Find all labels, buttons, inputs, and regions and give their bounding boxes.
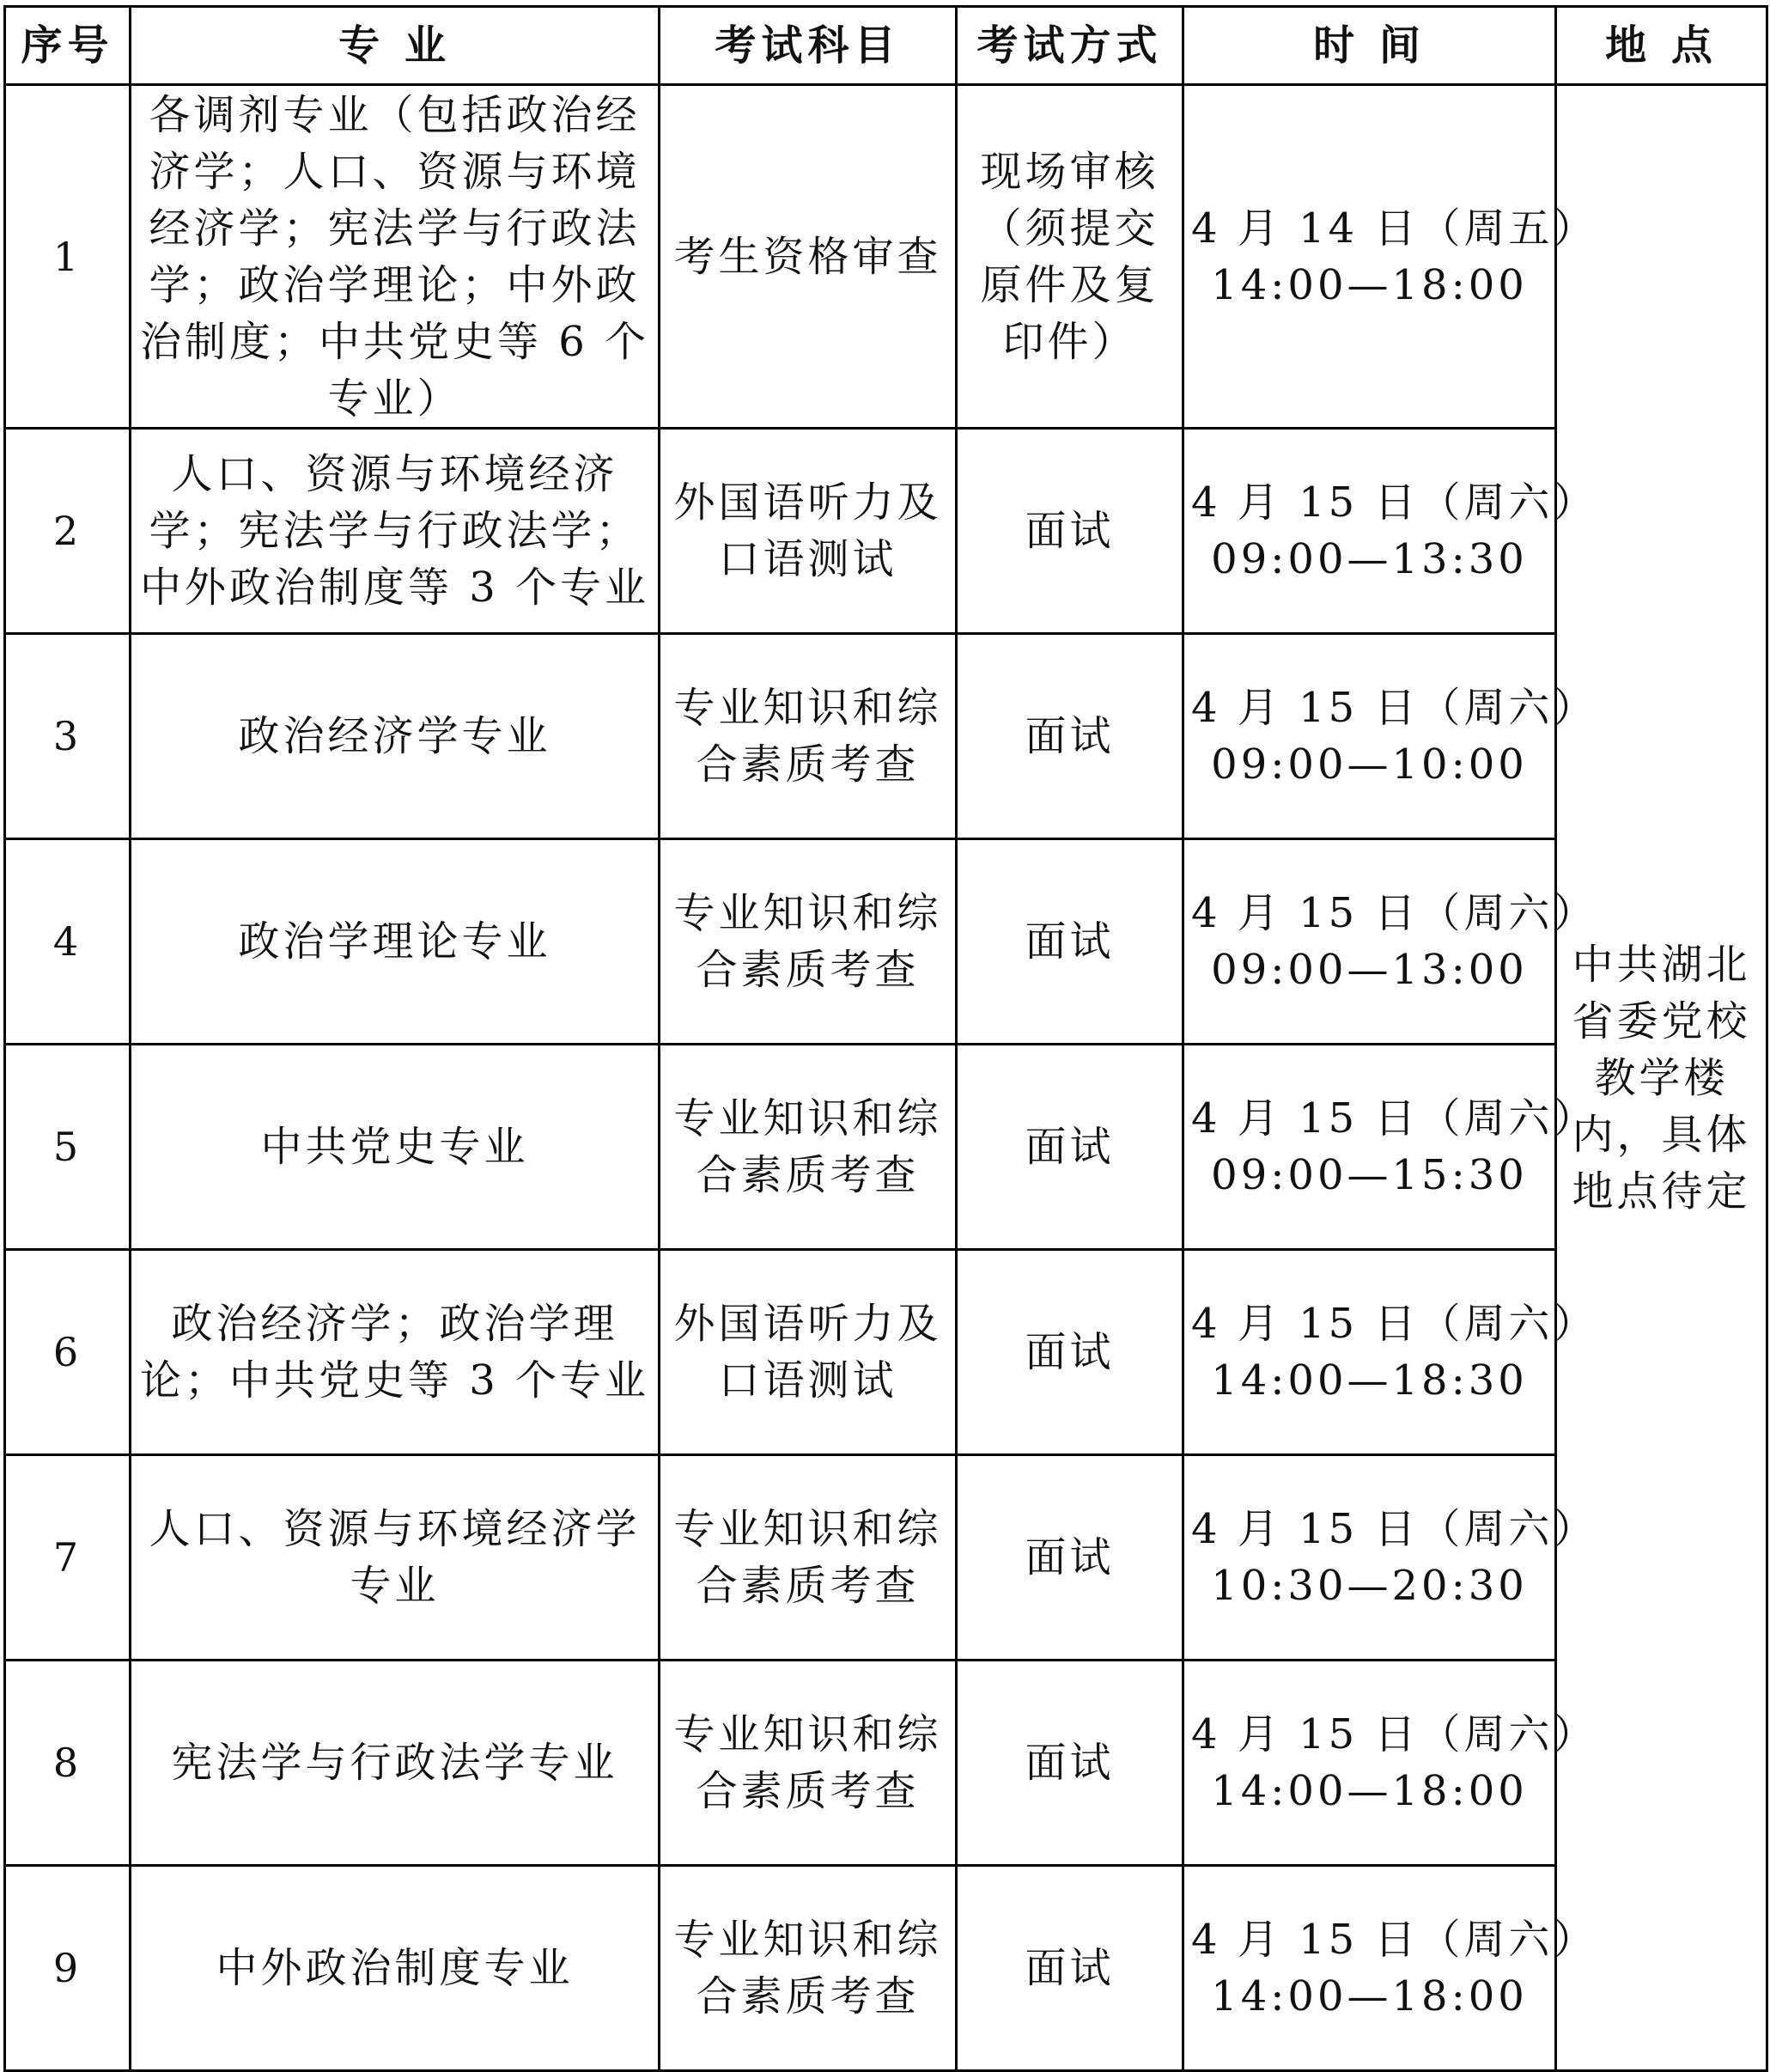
exam-schedule-table	[3, 5, 1768, 2072]
row-date: 4 月 15 日（周六）	[1191, 889, 1598, 937]
header-mode: 考试方式	[957, 7, 1183, 85]
row-date: 4 月 15 日（周六）	[1191, 478, 1598, 527]
row-hours: 14:00—18:00	[1211, 1767, 1528, 1815]
row-date: 4 月 15 日（周六）	[1191, 1300, 1598, 1348]
table-row	[5, 1455, 1767, 1661]
row-major: 人口、资源与环境经济学；宪法学与行政法学；中外政治制度等 3 个专业	[131, 429, 660, 634]
header-major: 专 业	[131, 7, 660, 85]
row-no: 5	[5, 1045, 131, 1250]
table-row	[5, 1045, 1767, 1250]
table-row	[5, 1661, 1767, 1866]
row-mode: 面试	[957, 839, 1183, 1045]
table-row	[5, 839, 1767, 1045]
row-no: 6	[5, 1250, 131, 1455]
row-major: 政治学理论专业	[131, 839, 660, 1045]
row-major: 中共党史专业	[131, 1045, 660, 1250]
row-hours: 09:00—15:30	[1211, 1151, 1528, 1199]
row-time	[1183, 429, 1598, 634]
row-hours: 09:00—13:00	[1211, 946, 1528, 994]
row-mode: 面试	[957, 1455, 1183, 1661]
row-hours: 09:00—10:00	[1211, 740, 1528, 789]
header-no: 序号	[5, 7, 131, 85]
row-time	[1183, 634, 1598, 839]
header-location: 地 点	[1556, 7, 1767, 85]
row-major: 中外政治制度专业	[131, 1866, 660, 2071]
row-mode: 现场审核（须提交原件及复印件）	[957, 85, 1183, 429]
row-time	[1183, 1455, 1598, 1661]
row-subject: 专业知识和综合素质考查	[660, 634, 957, 839]
location-cell: 中共湖北省委党校教学楼内，具体地点待定	[1556, 85, 1767, 2071]
header-time: 时 间	[1183, 7, 1556, 85]
row-hours: 14:00—18:00	[1211, 260, 1528, 309]
row-subject: 专业知识和综合素质考查	[660, 1045, 957, 1250]
row-hours: 14:00—18:30	[1211, 1356, 1528, 1405]
table-row	[5, 85, 1767, 429]
header-row	[5, 7, 1767, 85]
row-major: 政治经济学专业	[131, 634, 660, 839]
row-subject: 专业知识和综合素质考查	[660, 839, 957, 1045]
row-major: 人口、资源与环境经济学专业	[131, 1455, 660, 1661]
table-row	[5, 1250, 1767, 1455]
row-subject: 考生资格审查	[660, 85, 957, 429]
row-no: 1	[5, 85, 131, 429]
table-row	[5, 634, 1767, 839]
row-date: 4 月 14 日（周五）	[1191, 204, 1598, 253]
row-subject: 外国语听力及口语测试	[660, 1250, 957, 1455]
row-major: 各调剂专业（包括政治经济学；人口、资源与环境经济学；宪法学与行政法学；政治学理论；中外政治制度；中共党史等 6 个专业）	[131, 85, 660, 429]
row-no: 3	[5, 634, 131, 839]
row-mode: 面试	[957, 634, 1183, 839]
row-time	[1183, 1250, 1598, 1455]
row-major: 政治经济学；政治学理论；中共党史等 3 个专业	[131, 1250, 660, 1455]
row-time	[1183, 839, 1598, 1045]
row-mode: 面试	[957, 1866, 1183, 2071]
row-hours: 10:30—20:30	[1211, 1562, 1528, 1610]
row-no: 7	[5, 1455, 131, 1661]
row-no: 4	[5, 839, 131, 1045]
row-major: 宪法学与行政法学专业	[131, 1661, 660, 1866]
row-time	[1183, 85, 1598, 429]
row-no: 8	[5, 1661, 131, 1866]
row-mode: 面试	[957, 1250, 1183, 1455]
row-time	[1183, 1045, 1598, 1250]
row-no: 9	[5, 1866, 131, 2071]
row-time	[1183, 1661, 1598, 1866]
table-row	[5, 1866, 1767, 2071]
row-subject: 专业知识和综合素质考查	[660, 1455, 957, 1661]
row-hours: 14:00—18:00	[1211, 1972, 1528, 2020]
row-date: 4 月 15 日（周六）	[1191, 684, 1598, 732]
row-mode: 面试	[957, 1661, 1183, 1866]
row-date: 4 月 15 日（周六）	[1191, 1710, 1598, 1758]
row-date: 4 月 15 日（周六）	[1191, 1094, 1598, 1143]
row-subject: 外国语听力及口语测试	[660, 429, 957, 634]
row-mode: 面试	[957, 1045, 1183, 1250]
row-mode: 面试	[957, 429, 1183, 634]
row-date: 4 月 15 日（周六）	[1191, 1916, 1598, 1964]
row-subject: 专业知识和综合素质考查	[660, 1866, 957, 2071]
table-row	[5, 429, 1767, 634]
row-date: 4 月 15 日（周六）	[1191, 1505, 1598, 1553]
header-subject: 考试科目	[660, 7, 957, 85]
row-subject: 专业知识和综合素质考查	[660, 1661, 957, 1866]
row-hours: 09:00—13:30	[1211, 535, 1528, 583]
row-no: 2	[5, 429, 131, 634]
row-time	[1183, 1866, 1598, 2071]
